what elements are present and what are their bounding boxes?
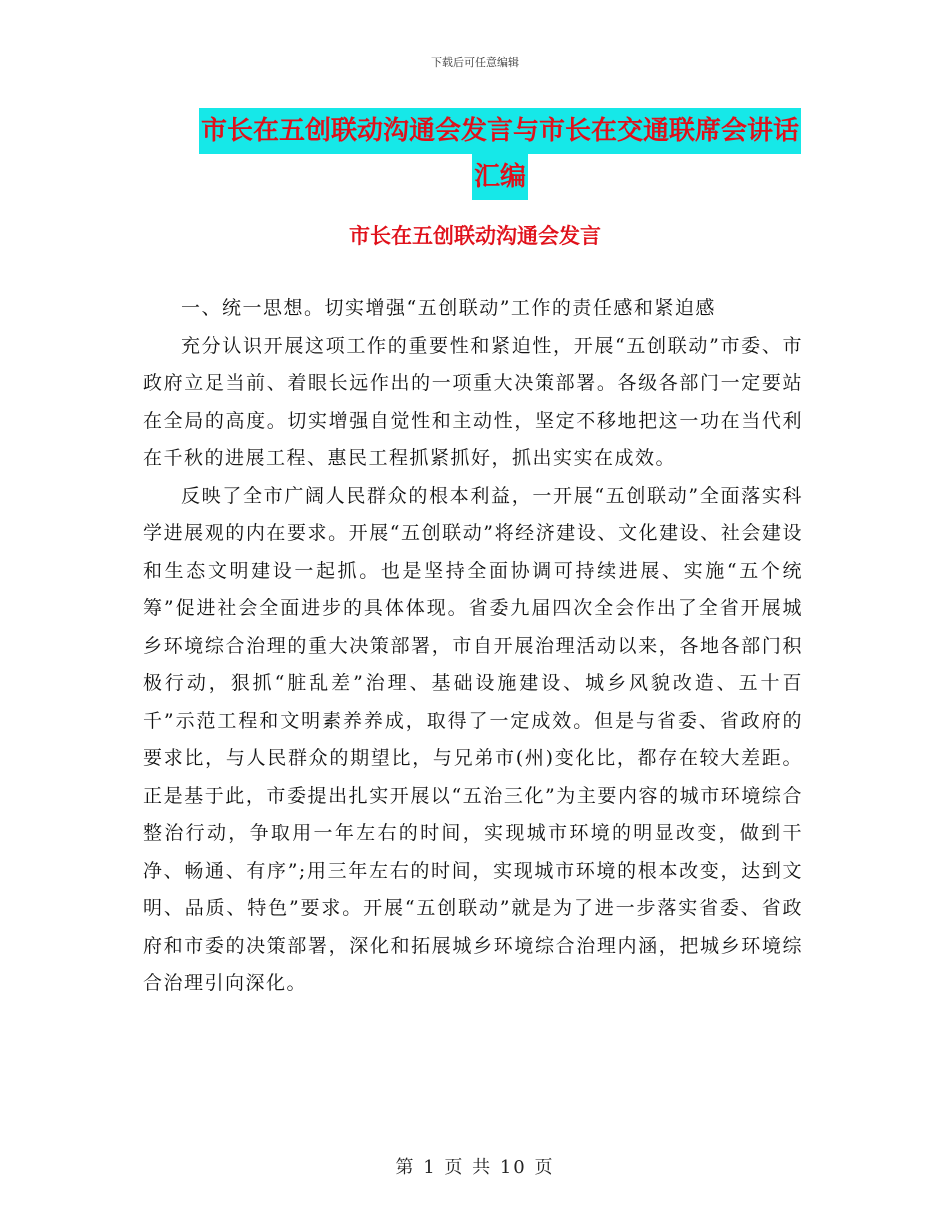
document-title-line-2: 汇编	[472, 154, 528, 200]
page-number: 第 1 页 共 10 页	[395, 1157, 555, 1178]
paragraph: 反映了全市广阔人民群众的根本利益，一开展“五创联动”全面落实科学进展观的内在要求。开展“五创联动”将经济建设、文化建设、社会建设和生态文明建设一起抓。也是坚持全面协调可持续进展、实施“五个统筹”促进社会全面进步的具体体现。省委九届四次全会作出了全省开展城乡环境综合治理的重大决策部署，市自开展治理活动以来，各地各部门积极行动，狠抓“脏乱差”治理、基础设施建设、城乡风貌改造、五十百千”示范工程和文明素养养成，取得了一定成效。但是与省委、省政府的要求比，与人民群众的期望比，与兄弟市(州)变化比，都存在较大差距。正是基于此，市委提出扎实开展以“五治三化”为主要内容的城市环境综合整治行动，争取用一年左右的时间，实现城市环境的明显改变，做到干净、畅通、有序”;用三年左右的时间，实现城市环境的根本改变，达到文明、品质、特色”要求。开展“五创联动”就是为了进一步落实省委、省政府和市委的决策部署，深化和拓展城乡环境综合治理内涵，把城乡环境综合治理引向深化。	[143, 484, 803, 994]
document-title	[190, 108, 810, 200]
document-title-line-1: 市长在五创联动沟通会发言与市长在交通联席会讲话	[199, 108, 801, 154]
header-note: 下载后可任意编辑	[431, 56, 519, 69]
document-body	[143, 290, 803, 1003]
paragraph-heading: 一、统一思想。切实增强“五创联动”工作的责任感和紧迫感	[181, 297, 716, 319]
section-title: 市长在五创联动沟通会发言	[349, 224, 601, 248]
paragraph: 充分认识开展这项工作的重要性和紧迫性，开展“五创联动”市委、市政府立足当前、着眼长远作出的一项重大决策部署。各级各部门一定要站在全局的高度。切实增强自觉性和主动性，坚定不移地把这一功在当代利在千秋的进展工程、惠民工程抓紧抓好，抓出实实在成效。	[143, 334, 803, 469]
